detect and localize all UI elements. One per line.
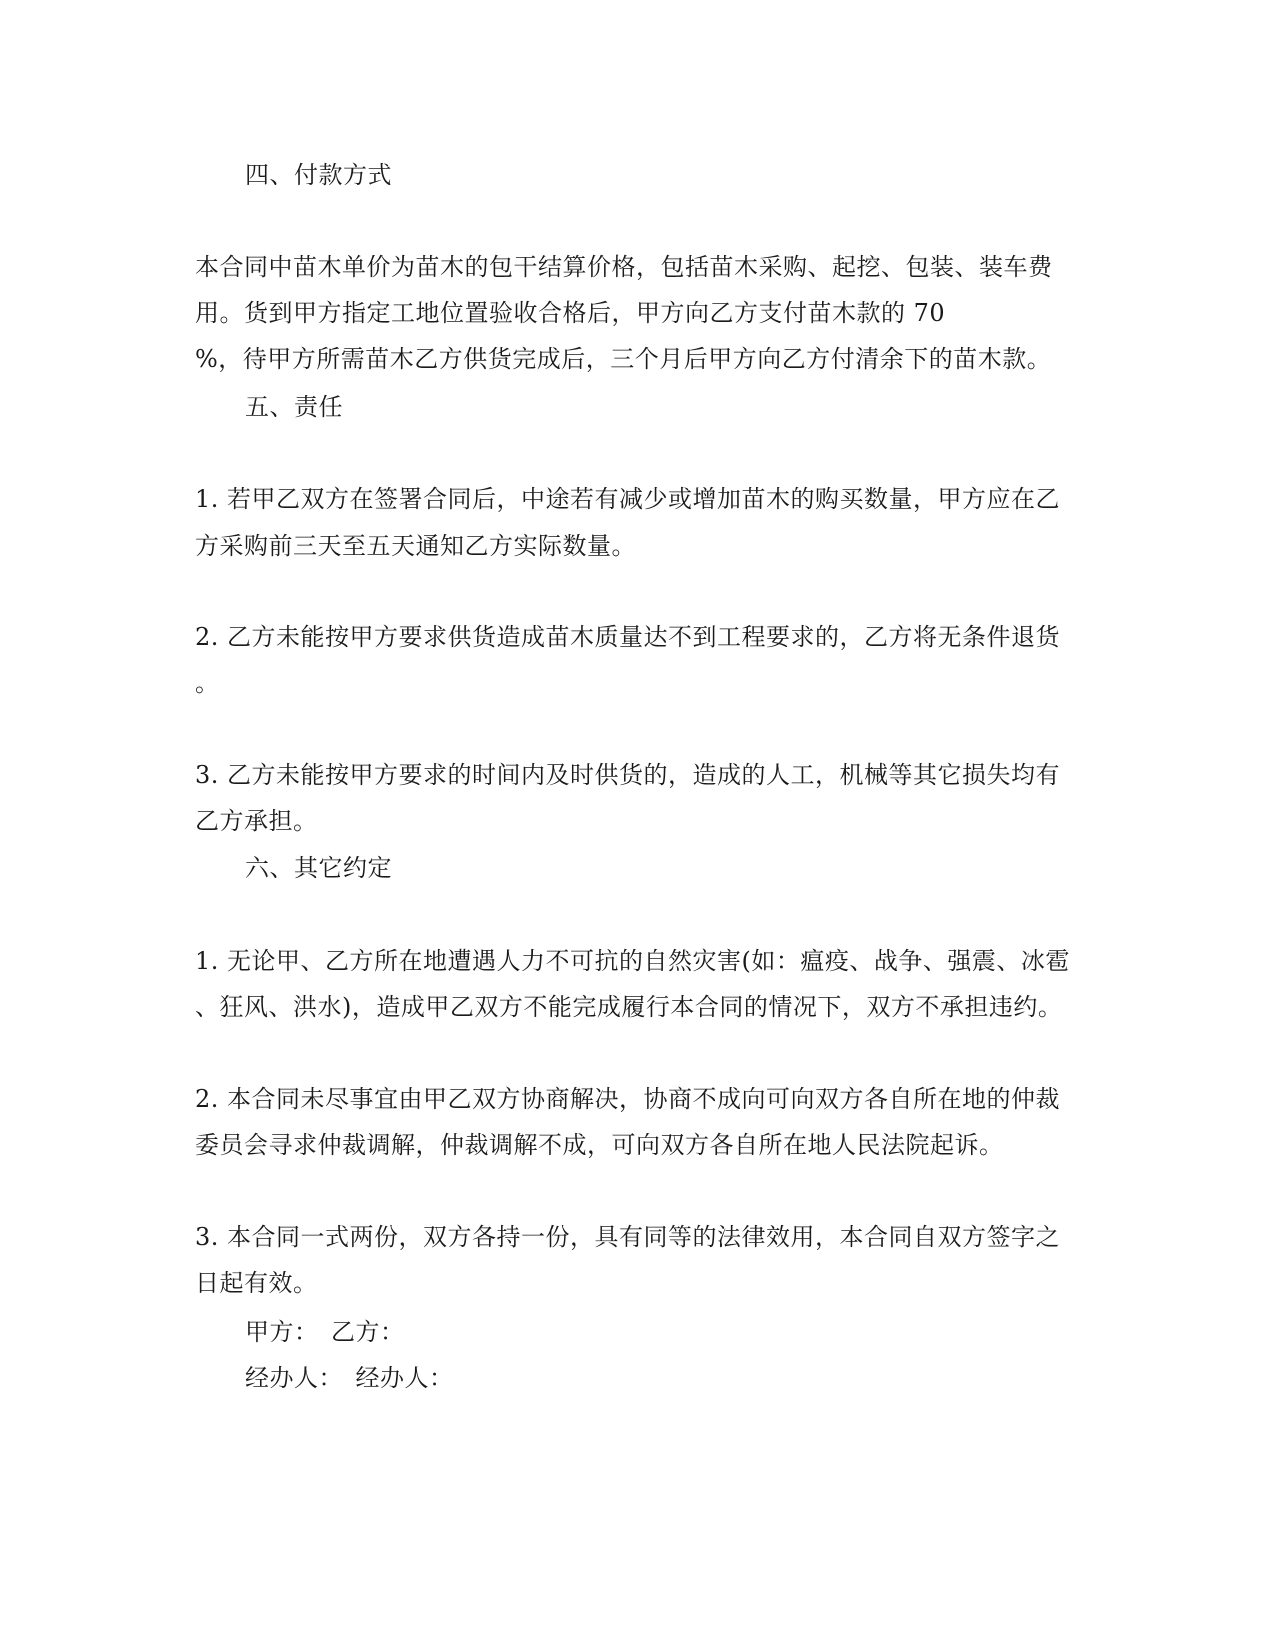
signature-parties: 甲方： 乙方： [245, 1318, 405, 1346]
responsibility-item-1-line: 方采购前三天至五天通知乙方实际数量。 [195, 532, 636, 560]
payment-paragraph-line: %，待甲方所需苗木乙方供货完成后，三个月后甲方向乙方付清余下的苗木款。 [195, 345, 1052, 373]
responsibility-item-3-line: 乙方承担。 [195, 807, 318, 835]
other-terms-item-3-line: 3. 本合同一式两份，双方各持一份，具有同等的法律效用，本合同自双方签字之 [195, 1223, 1061, 1251]
other-terms-item-2-line: 2. 本合同未尽事宜由甲乙双方协商解决，协商不成向可向双方各自所在地的仲裁 [195, 1085, 1061, 1113]
responsibility-item-2-line: 2. 乙方未能按甲方要求供货造成苗木质量达不到工程要求的，乙方将无条件退货 [195, 623, 1061, 651]
other-terms-item-1-line: 、狂风、洪水)，造成甲乙双方不能完成履行本合同的情况下，双方不承担违约。 [195, 993, 1063, 1021]
payment-paragraph-line: 用。货到甲方指定工地位置验收合格后，甲方向乙方支付苗木款的 70 [195, 299, 946, 327]
payment-paragraph-line: 本合同中苗木单价为苗木的包干结算价格，包括苗木采购、起挖、包装、装车费 [195, 253, 1053, 281]
signature-agents: 经办人： 经办人： [245, 1364, 454, 1392]
section-heading-other-terms: 六、其它约定 [245, 854, 392, 882]
other-terms-item-2-line: 委员会寻求仲裁调解，仲裁调解不成，可向双方各自所在地人民法院起诉。 [195, 1131, 1004, 1159]
other-terms-item-1-line: 1. 无论甲、乙方所在地遭遇人力不可抗的自然灾害(如：瘟疫、战争、强震、冰雹 [195, 947, 1070, 975]
section-heading-payment: 四、付款方式 [245, 161, 392, 189]
responsibility-item-2-line: 。 [195, 669, 220, 697]
other-terms-item-3-line: 日起有效。 [195, 1269, 318, 1297]
responsibility-item-3-line: 3. 乙方未能按甲方要求的时间内及时供货的，造成的人工，机械等其它损失均有 [195, 761, 1061, 789]
responsibility-item-1-line: 1. 若甲乙双方在签署合同后，中途若有减少或增加苗木的购买数量，甲方应在乙 [195, 485, 1061, 513]
section-heading-responsibility: 五、责任 [245, 393, 343, 421]
